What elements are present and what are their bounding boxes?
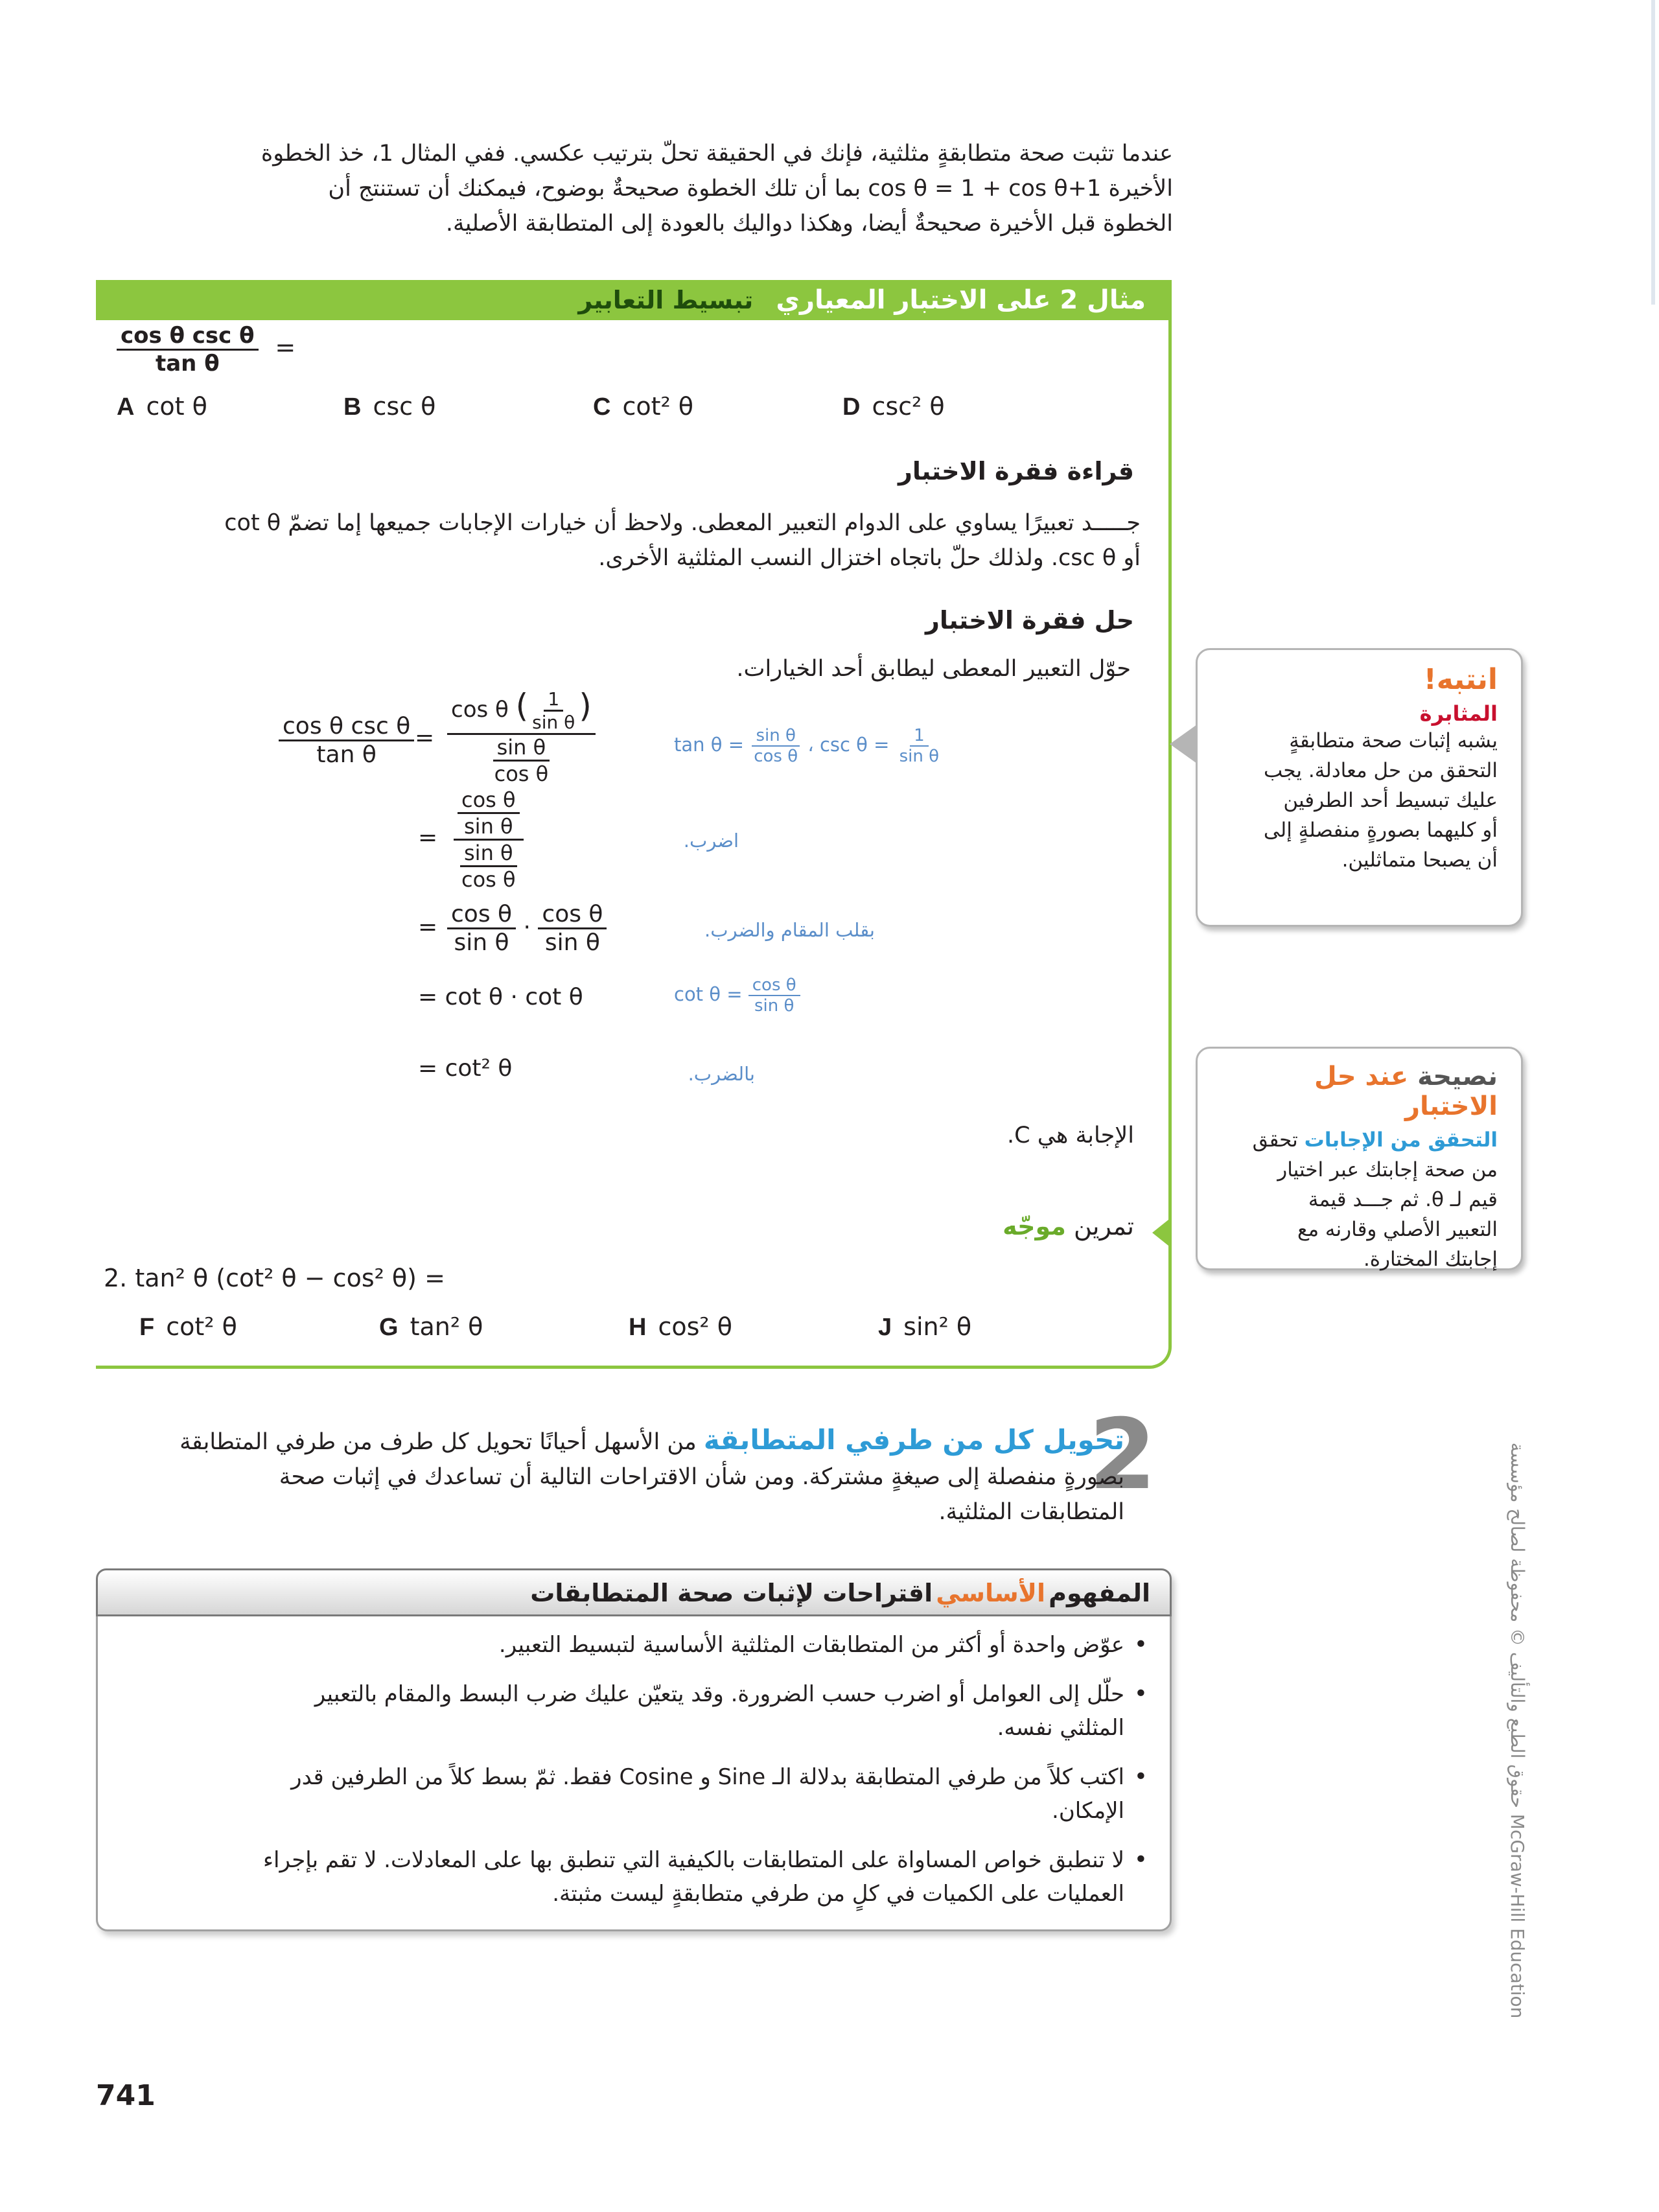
section-2-intro (130, 1423, 1124, 1530)
note-4-num: cos θ (748, 975, 800, 996)
note-1-one: 1 (910, 726, 929, 747)
note-1-num: sin θ (752, 726, 799, 747)
choice-text: csc θ (373, 392, 436, 421)
note-1-den: cos θ (754, 747, 798, 766)
choice-letter: B (343, 393, 362, 421)
watch-out-line: أن يصبحا متماثلين. (1341, 848, 1498, 872)
solve-heading: حل فقرة الاختبار (925, 606, 1134, 634)
step-1: cos θ ( $\frac{1}{\text{sin θ}}$ ) $\frac{\text{sin θ}}{\text{cos θ}}$ (447, 687, 596, 786)
note-4-cot: cot θ = (674, 983, 743, 1005)
guided-arrow (1152, 1217, 1172, 1248)
choice-text: cot² θ (166, 1312, 237, 1341)
choice-b[interactable] (343, 392, 435, 421)
choice-g[interactable] (379, 1312, 483, 1342)
test-tip-line: من صحة إجابتك عبر اختيار (1277, 1158, 1498, 1182)
choice-letter: F (139, 1314, 155, 1341)
choice-letter: C (593, 393, 611, 421)
section-2-line-2: بصورةٍ منفصلة إلى صيغةٍ مشتركة. ومن شأن الاقتراحات التالية أن تساعدك في إثبات صحة (279, 1464, 1124, 1490)
list-item: • اكتب كلاً من طرفي المتطابقة بدلالة الـ Sine و Cosine فقط. ثمّ بسط كلاً من الطرفين قدر الإمكان. (156, 1760, 1150, 1828)
watch-out-line: التحقق من حل معادلة. يجب (1263, 759, 1498, 782)
choice-text: cos² θ (658, 1312, 732, 1341)
test-tip-box (1196, 1047, 1523, 1270)
read-heading: قراءة فقرة الاختبار (898, 457, 1134, 485)
choice-letter: D (842, 393, 861, 421)
s3-a-den: sin θ (454, 929, 509, 956)
test-tip-line: إجابتك المختارة. (1363, 1248, 1498, 1271)
s3-dot: · (523, 914, 531, 941)
choice-letter: J (878, 1314, 892, 1341)
test-tip-body (1217, 1125, 1498, 1274)
note-3: بقلب المقام والضرب. (704, 919, 875, 941)
s1-one: 1 (544, 688, 563, 712)
q1-denominator: tan θ (155, 351, 220, 377)
watch-out-body (1217, 726, 1498, 875)
key-concept-list (156, 1628, 1150, 1926)
note-1-sin: sin θ (899, 747, 940, 766)
page-number: 741 (96, 2079, 156, 2112)
s1-den-num: sin θ (493, 735, 550, 762)
copyright-vertical (1497, 1413, 1536, 2048)
section-2-title: تحويل كل من طرفي المتطابقة (703, 1424, 1124, 1456)
watch-out-pointer (1170, 725, 1197, 763)
test-tip-title (1217, 1062, 1498, 1121)
step-3 (447, 901, 607, 956)
read-line-2: أو csc θ. ولذلك حلّ باتجاه اختزال النسب المثلثية الأخرى. (598, 545, 1141, 571)
watch-out-line: عليك تبسيط أحد الطرفين (1283, 789, 1498, 812)
lhs-denominator: tan θ (316, 741, 377, 768)
watch-out-line: يشبه إثبات صحة متطابقةٍ (1289, 729, 1498, 752)
choice-text: cot θ (146, 392, 207, 421)
intro-line-2: الأخيرة 1+cos θ = 1 + cos θ بما أن تلك الخطوة صحيحةٌ بوضوح، فيمكنك أن تستنتج أن (328, 176, 1173, 202)
choice-j[interactable] (878, 1312, 971, 1342)
question-1 (117, 323, 296, 377)
s3-b-num: cos θ (538, 901, 607, 929)
page-edge-line (1651, 0, 1655, 305)
step-5: = cot² θ (418, 1055, 513, 1082)
choice-text: cot² θ (622, 392, 694, 421)
guided-a: تمرين (1073, 1212, 1134, 1240)
list-item: • عوّض واحدة أو أكثر من المتطابقات المثلثية الأساسية لتبسيط التعبير. (156, 1628, 1150, 1662)
choice-f[interactable] (139, 1312, 237, 1342)
choice-text: sin² θ (903, 1312, 972, 1341)
note-4 (674, 975, 800, 1016)
intro-paragraph (104, 136, 1173, 241)
guided-b: موجّه (1003, 1212, 1066, 1240)
s2-a-num: cos θ (458, 787, 520, 814)
note-1-tan: tan θ = (674, 734, 744, 756)
section-number: 2 (1089, 1399, 1157, 1511)
choice-text: tan² θ (410, 1312, 483, 1341)
step-lhs (279, 713, 414, 768)
key-concept-label-a: المفهوم (1049, 1579, 1150, 1607)
s1-sin: sin θ (532, 712, 575, 733)
key-concept-label-b: الأساسي (936, 1579, 1046, 1607)
solve-intro: حوّل التعبير المعطى ليطابق أحد الخيارات. (736, 656, 1131, 682)
guided-practice-label (1003, 1212, 1134, 1240)
lhs-numerator: cos θ csc θ (279, 713, 414, 741)
choice-a[interactable] (117, 392, 207, 421)
choice-letter: A (117, 393, 135, 421)
note-4-den: sin θ (754, 996, 795, 1016)
test-tip-line: التعبير الأصلي وقارنه مع (1297, 1218, 1498, 1241)
watch-out-title: انتبه! (1423, 663, 1498, 696)
test-tip-line: قيم لـ θ. ثم جـــد قيمة (1308, 1188, 1498, 1211)
key-concept-title: اقتراحات لإثبات صحة المتطابقات (530, 1579, 933, 1607)
copyright-text: حقوق الطبع والتأليف © محفوظة لصالح مؤسسة McGraw-Hill Education (1507, 1442, 1528, 2019)
section-2-line-1: من الأسهل أحيانًا تحويل كل طرف من طرفي المتطابقة (180, 1429, 697, 1455)
example-box (96, 280, 1172, 1369)
list-item: • لا تنطبق خواص المساواة على المتطابقات بالكيفية التي تنطبق بها على المعادلات. لا تقم بإجراء العمليات على الكميات في كلٍ من طرفي متطابقةٍ ليست مثبتة. (156, 1843, 1150, 1911)
watch-out-line: أو كليهما بصورةٍ منفصلةٍ إلى (1263, 819, 1498, 842)
choice-text: csc² θ (872, 392, 945, 421)
choice-h[interactable] (629, 1312, 732, 1342)
s2-b-num: sin θ (460, 841, 517, 867)
test-tip-title-b: عند حل الاختبار (1314, 1062, 1498, 1121)
step-4: = cot θ · cot θ (418, 984, 583, 1010)
note-5: بالضرب. (688, 1063, 755, 1085)
answer: الإجابة هي C. (1007, 1123, 1134, 1148)
watch-out-box (1196, 648, 1523, 927)
list-item: • حلّل إلى العوامل أو اضرب حسب الضرورة. وقد يتعيّن عليك ضرب البسط والمقام بالتعبير المثلثي نفسه. (156, 1677, 1150, 1745)
example-header (96, 280, 1172, 320)
read-line-1: جـــــد تعبيرًا يساوي على الدوام التعبير المعطى. ولاحظ أن خيارات الإجابات جميعها إما تضمّ cot θ (224, 510, 1141, 536)
test-tip-title-a: نصيحة (1417, 1062, 1498, 1091)
choice-letter: G (379, 1314, 399, 1341)
read-paragraph (126, 506, 1141, 576)
intro-line-1: عندما تثبت صحة متطابقةٍ مثلثية، فإنك في الحقيقة تحلّ بترتيب عكسي. ففي المثال 1، خذ الخطوة (261, 141, 1173, 167)
s1-cos: cos θ (451, 697, 509, 723)
step-3-equals: = (418, 914, 438, 940)
section-2-line-3: المتطابقات المثلثية. (938, 1499, 1124, 1525)
question-2: 2. tan² θ (cot² θ − cos² θ) = (104, 1264, 445, 1292)
intro-line-3: الخطوة قبل الأخيرة صحيحةٌ أيضا، وهكذا دواليك بالعودة إلى المتطابقة الأصلية. (445, 211, 1173, 237)
q1-equals: = (275, 333, 296, 362)
s3-a-num: cos θ (447, 901, 516, 929)
note-1-sep: ، csc θ = (807, 734, 890, 756)
example-subtitle: تبسيط التعابير (578, 286, 754, 314)
note-1 (674, 726, 943, 766)
q1-numerator: cos θ csc θ (117, 323, 259, 351)
s2-a-den: sin θ (464, 814, 513, 839)
choice-d[interactable] (842, 392, 945, 421)
note-2: اضرب. (683, 830, 739, 852)
key-concept-header (96, 1568, 1172, 1616)
step-1-equals: = (415, 725, 435, 751)
s2-b-den: cos θ (461, 867, 516, 892)
s1-den-den: cos θ (494, 762, 549, 786)
test-tip-sub-rest: تحقق (1252, 1128, 1298, 1152)
choice-c[interactable] (593, 392, 693, 421)
step-2-equals: = (418, 824, 438, 851)
s3-b-den: sin θ (544, 929, 600, 956)
step-2 (454, 787, 524, 892)
example-title: مثال 2 على الاختبار المعياري (776, 285, 1146, 315)
choice-letter: H (629, 1314, 647, 1341)
watch-out-subtitle: المثابرة (1419, 701, 1498, 726)
test-tip-subtitle: التحقق من الإجابات (1304, 1128, 1498, 1152)
